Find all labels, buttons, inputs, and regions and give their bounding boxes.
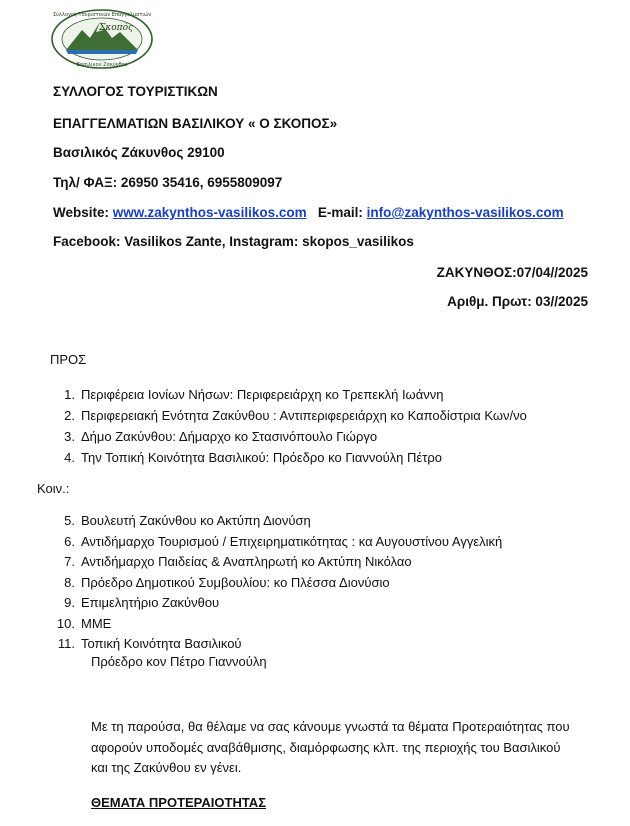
association-logo bbox=[50, 8, 154, 70]
list-item bbox=[53, 573, 502, 594]
email-link[interactable]: info@zakynthos-vasilikos.com bbox=[366, 205, 564, 220]
org-name-line2: ΕΠΑΓΓΕΛΜΑΤΙΩΝ ΒΑΣΙΛΙΚΟΥ « Ο ΣΚΟΠΟΣ» bbox=[53, 116, 338, 131]
list-item-text: Επιμελητήριο Ζακύνθου bbox=[81, 595, 220, 610]
logo-text-top: Σύλλογος Τουριστικών Επαγγελματιών bbox=[52, 12, 152, 18]
list-item-text: Περιφέρεια Ιονίων Νήσων: Περιφερειάρχη κο Τρεπεκλή Ιωάννη bbox=[81, 387, 444, 402]
social-line: Facebook: Vasilikos Zante, Instagram: skopos_vasilikos bbox=[53, 234, 414, 249]
list-item bbox=[53, 447, 527, 468]
list-item bbox=[53, 511, 502, 532]
cc-label: Κοιν.: bbox=[37, 481, 70, 496]
list-item-number: 2. bbox=[64, 408, 75, 423]
list-item-text: Περιφερειακή Ενότητα Ζακύνθου : Αντιπεριφερειάρχη κο Καποδίστρια Κων/νο bbox=[81, 408, 527, 423]
list-item-number: 6. bbox=[64, 533, 75, 549]
list-item-text: Την Τοπική Κοινότητα Βασιλικού: Πρόεδρο κο Γιαννούλη Πέτρο bbox=[81, 450, 442, 465]
logo-text-script: Σκοπός bbox=[98, 23, 134, 33]
list-item-number: 9. bbox=[64, 595, 75, 610]
cc-list bbox=[53, 511, 502, 655]
list-item bbox=[53, 426, 527, 447]
logo-text-bottom: Βασιλικού Ζακύνθου bbox=[76, 62, 128, 68]
list-item-text: Αντιδήμαρχο Τουρισμού / Επιχειρηματικότητας : κα Αυγουστίνου Αγγελική bbox=[81, 533, 503, 549]
list-item-text: Αντιδήμαρχο Παιδείας & Αναπληρωτή κο Ακτύπη Νικόλαο bbox=[81, 554, 412, 569]
list-item-number: 11. bbox=[57, 636, 75, 651]
list-item bbox=[53, 405, 527, 426]
body-line: Με τη παρούσα, θα θέλαμε να σας κάνουμε γνωστά τα θέματα Προτεραιότητας που bbox=[91, 719, 570, 734]
org-name-line1: ΣΥΛΛΟΓΟΣ ΤΟΥΡΙΣΤΙΚΩΝ bbox=[53, 84, 218, 99]
org-address: Βασιλικός Ζάκυνθος 29100 bbox=[53, 145, 225, 160]
website-label: Website: bbox=[53, 205, 110, 220]
list-item-text: Δήμο Ζακύνθου: Δήμαρχο κο Στασινόπουλο Γιώργο bbox=[81, 429, 378, 444]
list-item-number: 8. bbox=[64, 574, 75, 590]
protocol-number: Αριθμ. Πρωτ: 03//2025 bbox=[447, 294, 588, 309]
list-item-number: 1. bbox=[64, 387, 75, 402]
email-label: E-mail: bbox=[317, 205, 363, 220]
list-item-number: 4. bbox=[64, 450, 75, 465]
list-item bbox=[53, 552, 502, 573]
org-phone: Τηλ/ ΦΑΞ: 26950 35416, 6955809097 bbox=[53, 175, 283, 190]
list-item bbox=[53, 634, 502, 655]
list-item-number: 7. bbox=[64, 554, 75, 569]
to-label: ΠΡΟΣ bbox=[50, 352, 87, 367]
cc-extra: Πρόεδρο κον Πέτρο Γιαννούλη bbox=[91, 654, 267, 669]
website-link[interactable]: www.zakynthos-vasilikos.com bbox=[112, 205, 307, 220]
list-item-text: Πρόεδρο Δημοτικού Συμβουλίου: κο Πλέσσα Διονύσιο bbox=[81, 574, 390, 590]
list-item bbox=[53, 593, 502, 614]
list-item-number: 10. bbox=[56, 615, 75, 631]
list-item bbox=[53, 384, 527, 405]
recipient-list bbox=[53, 384, 527, 468]
body-paragraph bbox=[91, 717, 570, 779]
list-item-number: 3. bbox=[64, 429, 75, 444]
list-item bbox=[53, 614, 502, 635]
list-item-text: ΜΜΕ bbox=[81, 615, 112, 631]
body-line: και της Ζακύνθου εν γένει. bbox=[91, 760, 242, 775]
list-item bbox=[53, 532, 502, 553]
list-item-text: Τοπική Κοινότητα Βασιλικού bbox=[81, 636, 242, 651]
contact-line bbox=[53, 205, 564, 220]
body-line: αφορούν υποδομές αναβάθμισης, διαμόρφωσης κλπ. της περιοχής του Βασιλικού bbox=[91, 739, 561, 755]
section-title: ΘΕΜΑΤΑ ΠΡΟΤΕΡΑΙΟΤΗΤΑΣ bbox=[91, 795, 266, 810]
list-item-number: 5. bbox=[64, 513, 75, 528]
list-item-text: Βουλευτή Ζακύνθου κο Ακτύπη Διονύση bbox=[81, 513, 311, 528]
doc-date: ΖΑΚΥΝΘΟΣ:07/04//2025 bbox=[436, 265, 588, 280]
